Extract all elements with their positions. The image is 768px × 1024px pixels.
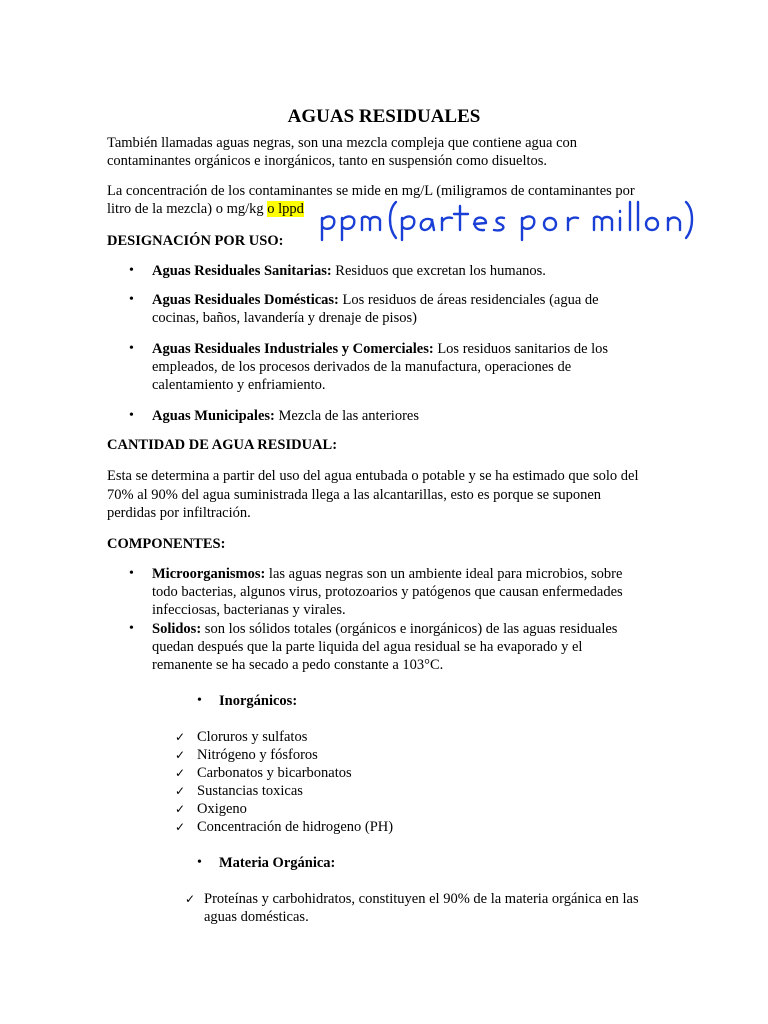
check-item: Concentración de hidrogeno (PH) — [197, 819, 394, 835]
intro-line: contaminantes orgánicos e inorgánicos, tanto en suspensión como disueltos. — [107, 153, 548, 169]
bullet-icon: • — [129, 292, 134, 307]
list-item-line: infecciosas, bacterianas y virales. — [152, 602, 346, 618]
list-item-line: cocinas, baños, lavandería y drenaje de pisos) — [152, 310, 417, 326]
concentration-line: La concentración de los contaminantes se mide en mg/L (miligramos de contaminantes por — [107, 183, 635, 199]
checkmark-icon: ✓ — [175, 766, 186, 780]
handwritten-annotation — [318, 196, 698, 242]
page-title: AGUAS RESIDUALES — [287, 106, 481, 127]
subsection-heading: Inorgánicos: — [219, 693, 298, 709]
checkmark-icon: ✓ — [185, 892, 196, 906]
check-item: Proteínas y carbohidratos, constituyen el 90% de la materia orgánica en las — [204, 891, 639, 907]
section-heading: DESIGNACIÓN POR USO: — [107, 233, 284, 249]
list-item-line: empleados, de los procesos derivados de la manufactura, operaciones de — [152, 359, 572, 375]
check-item: Cloruros y sulfatos — [197, 729, 308, 745]
bullet-icon: • — [129, 566, 134, 581]
check-item: Carbonatos y bicarbonatos — [197, 765, 352, 781]
list-item-line: remanente se ha secado a pedo constante a 103°C. — [152, 657, 444, 673]
list-item-line: todo bacterias, algunos virus, protozoarios y patógenos que causan enfermedades — [152, 584, 623, 600]
bullet-icon: • — [129, 263, 134, 278]
highlighted-text: o lppd — [267, 201, 304, 217]
intro-line: También llamadas aguas negras, son una mezcla compleja que contiene agua con — [107, 135, 578, 151]
section-heading: COMPONENTES: — [107, 536, 226, 552]
checkmark-icon: ✓ — [175, 784, 186, 798]
checkmark-icon: ✓ — [175, 820, 186, 834]
list-item: Aguas Residuales Domésticas: Los residuos de áreas residenciales (agua de — [152, 292, 599, 308]
concentration-line: litro de la mezcla) o mg/kg o lppd — [107, 201, 304, 217]
check-item: Sustancias toxicas — [197, 783, 303, 799]
list-item: Aguas Residuales Sanitarias: Residuos que excretan los humanos. — [152, 263, 546, 279]
check-item: Oxigeno — [197, 801, 247, 817]
paragraph-line: 70% al 90% del agua suministrada llega a las alcantarillas, esto es porque se suponen — [107, 487, 602, 503]
checkmark-icon: ✓ — [175, 802, 186, 816]
list-item: Microorganismos: las aguas negras son un ambiente ideal para microbios, sobre — [152, 566, 623, 582]
check-item: Nitrógeno y fósforos — [197, 747, 318, 763]
paragraph-line: Esta se determina a partir del uso del agua entubada o potable y se ha estimado que solo del — [107, 468, 639, 484]
checkmark-icon: ✓ — [175, 730, 186, 744]
list-item-line: quedan después que la parte liquida del agua residual se ha evaporado y el — [152, 639, 583, 655]
list-item: Aguas Municipales: Mezcla de las anteriores — [152, 408, 419, 424]
list-item-line: calentamiento y enfriamiento. — [152, 377, 326, 393]
bullet-icon: • — [197, 855, 202, 870]
checkmark-icon: ✓ — [175, 748, 186, 762]
check-item-line: aguas domésticas. — [204, 909, 309, 925]
list-item: Solidos: son los sólidos totales (orgánicos e inorgánicos) de las aguas residuales — [152, 621, 618, 637]
section-heading: CANTIDAD DE AGUA RESIDUAL: — [107, 437, 338, 453]
bullet-icon: • — [129, 621, 134, 636]
bullet-icon: • — [129, 408, 134, 423]
subsection-heading: Materia Orgánica: — [219, 855, 336, 871]
paragraph-line: perdidas por infiltración. — [107, 505, 251, 521]
bullet-icon: • — [197, 693, 202, 708]
bullet-icon: • — [129, 341, 134, 356]
list-item: Aguas Residuales Industriales y Comerciales: Los residuos sanitarios de los — [152, 341, 609, 357]
